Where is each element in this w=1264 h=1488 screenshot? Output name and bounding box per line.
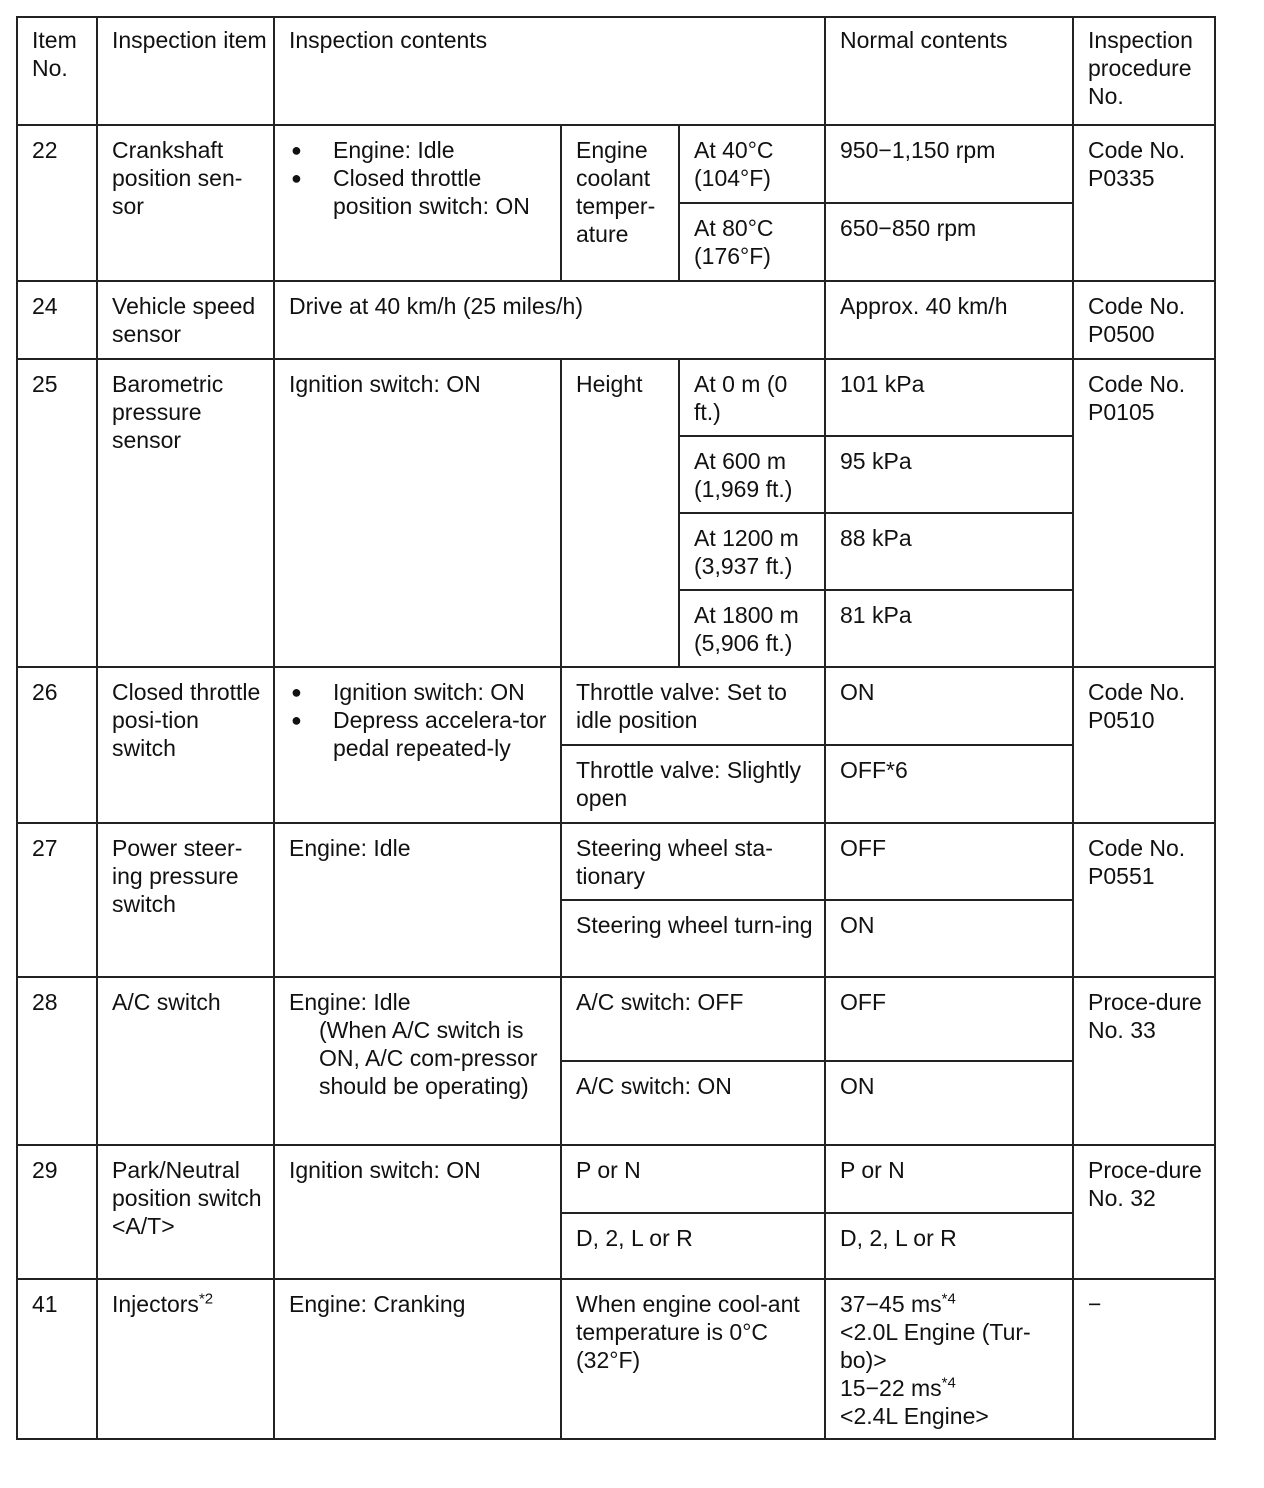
- condition-text: Engine: Idle: [289, 989, 411, 1015]
- inspection-item-cell: Park/Neutral position switch <A/T>: [97, 1145, 274, 1279]
- list-item: ● Ignition switch: ON: [289, 678, 554, 706]
- list-item: ● Closed throttle position switch: ON: [289, 164, 554, 220]
- normal-value-cell: P or N: [825, 1145, 1073, 1213]
- procedure-cell: Proce-dure No. 32: [1073, 1145, 1215, 1279]
- procedure-cell: Code No. P0551: [1073, 823, 1215, 977]
- header-item-no: Item No.: [17, 17, 97, 125]
- inspection-item-cell: Closed throttle posi-tion switch: [97, 667, 274, 823]
- inspection-item-cell: Crankshaft position sen-sor: [97, 125, 274, 281]
- normal-value-cell: ON: [825, 1061, 1073, 1145]
- normal-value-cell: 81 kPa: [825, 590, 1073, 667]
- inspection-item-cell: Barometric pressure sensor: [97, 359, 274, 667]
- footnote-marker: *2: [198, 1290, 214, 1308]
- procedure-cell: Proce-dure No. 33: [1073, 977, 1215, 1145]
- normal-value-cell: 101 kPa: [825, 359, 1073, 436]
- procedure-cell: −: [1073, 1279, 1215, 1439]
- item-text: Injectors: [112, 1291, 199, 1317]
- procedure-cell: Code No. P0510: [1073, 667, 1215, 823]
- sub-condition-cell: At 40°C (104°F): [679, 125, 825, 203]
- normal-value-cell: OFF: [825, 823, 1073, 900]
- normal-value-cell: ON: [825, 900, 1073, 977]
- normal-value-cell: 650−850 rpm: [825, 203, 1073, 281]
- normal-value-cell: OFF: [825, 977, 1073, 1061]
- condition-note: (When A/C switch is ON, A/C com-pressor should be operating): [319, 1017, 538, 1099]
- normal-value-cell: 95 kPa: [825, 436, 1073, 513]
- normal-value-cell: D, 2, L or R: [825, 1213, 1073, 1279]
- inspection-item-cell: [97, 1279, 274, 1439]
- inspection-condition-cell: [274, 977, 561, 1145]
- sub-condition-cell: A/C switch: ON: [561, 1061, 825, 1145]
- footnote-marker: *4: [941, 1374, 956, 1392]
- list-item: ● Engine: Idle: [289, 136, 554, 164]
- normal-value-cell: Approx. 40 km/h: [825, 281, 1073, 359]
- normal-value-cell: 950−1,150 rpm: [825, 125, 1073, 203]
- sub-condition-cell: At 1200 m (3,937 ft.): [679, 513, 825, 590]
- procedure-cell: Code No. P0500: [1073, 281, 1215, 359]
- sub-condition-cell: When engine cool-ant temperature is 0°C (32°F): [561, 1279, 825, 1439]
- sub-condition-cell: At 0 m (0 ft.): [679, 359, 825, 436]
- normal-value-b: 15−22 ms: [840, 1375, 942, 1401]
- item-no-cell: 25: [17, 359, 97, 667]
- inspection-item-cell: Power steer-ing pressure switch: [97, 823, 274, 977]
- condition-list: [289, 678, 554, 762]
- header-row: [17, 17, 1215, 125]
- procedure-cell: Code No. P0105: [1073, 359, 1215, 667]
- condition-list: [289, 136, 554, 220]
- normal-value-cell: [825, 1279, 1073, 1439]
- inspection-table: [16, 16, 1216, 1440]
- inspection-condition-cell: [274, 667, 561, 823]
- inspection-condition-cell: Drive at 40 km/h (25 miles/h): [274, 281, 825, 359]
- item-no-cell: 28: [17, 977, 97, 1145]
- table-row: [17, 125, 1215, 203]
- header-procedure-no: Inspection procedure No.: [1073, 17, 1215, 125]
- item-no-cell: 26: [17, 667, 97, 823]
- normal-value-a: 37−45 ms: [840, 1291, 942, 1317]
- inspection-condition-cell: Engine: Idle: [274, 823, 561, 977]
- header-normal-contents: Normal contents: [825, 17, 1073, 125]
- table-row: [17, 667, 1215, 745]
- table-row: [17, 823, 1215, 900]
- sub-condition-cell: A/C switch: OFF: [561, 977, 825, 1061]
- inspection-condition-cell: Engine: Cranking: [274, 1279, 561, 1439]
- header-inspection-contents: Inspection contents: [274, 17, 825, 125]
- sub-condition-cell: Throttle valve: Set to idle position: [561, 667, 825, 745]
- sub-condition-cell: At 600 m (1,969 ft.): [679, 436, 825, 513]
- normal-value-cell: ON: [825, 667, 1073, 745]
- sub-condition-cell: Throttle valve: Slightly open: [561, 745, 825, 823]
- engine-note-b: <2.4L Engine>: [840, 1403, 989, 1429]
- list-item: ● Depress accelera-tor pedal repeated-ly: [289, 706, 554, 762]
- table-row: [17, 359, 1215, 436]
- sub-condition-cell: Steering wheel sta-tionary: [561, 823, 825, 900]
- sub-condition-cell: At 80°C (176°F): [679, 203, 825, 281]
- engine-note-a: <2.0L Engine (Tur-bo)>: [840, 1319, 1031, 1373]
- table-row: [17, 281, 1215, 359]
- footnote-marker: *4: [941, 1290, 956, 1308]
- item-no-cell: 27: [17, 823, 97, 977]
- normal-value-cell: 88 kPa: [825, 513, 1073, 590]
- sub-condition-cell: P or N: [561, 1145, 825, 1213]
- condition-group-cell: Height: [561, 359, 679, 667]
- condition-group-cell: Engine coolant temper-ature: [561, 125, 679, 281]
- sub-condition-cell: D, 2, L or R: [561, 1213, 825, 1279]
- item-no-cell: 29: [17, 1145, 97, 1279]
- table-row: [17, 1279, 1215, 1439]
- procedure-cell: Code No. P0335: [1073, 125, 1215, 281]
- inspection-condition-cell: Ignition switch: ON: [274, 1145, 561, 1279]
- inspection-item-cell: A/C switch: [97, 977, 274, 1145]
- table-row: [17, 977, 1215, 1061]
- inspection-table-sheet: [16, 16, 1214, 1440]
- inspection-item-cell: Vehicle speed sensor: [97, 281, 274, 359]
- table-row: [17, 1145, 1215, 1213]
- item-no-cell: 24: [17, 281, 97, 359]
- header-inspection-item: Inspection item: [97, 17, 274, 125]
- inspection-condition-cell: Ignition switch: ON: [274, 359, 561, 667]
- normal-value-cell: OFF*6: [825, 745, 1073, 823]
- sub-condition-cell: At 1800 m (5,906 ft.): [679, 590, 825, 667]
- inspection-condition-cell: [274, 125, 561, 281]
- item-no-cell: 41: [17, 1279, 97, 1439]
- item-no-cell: 22: [17, 125, 97, 281]
- sub-condition-cell: Steering wheel turn-ing: [561, 900, 825, 977]
